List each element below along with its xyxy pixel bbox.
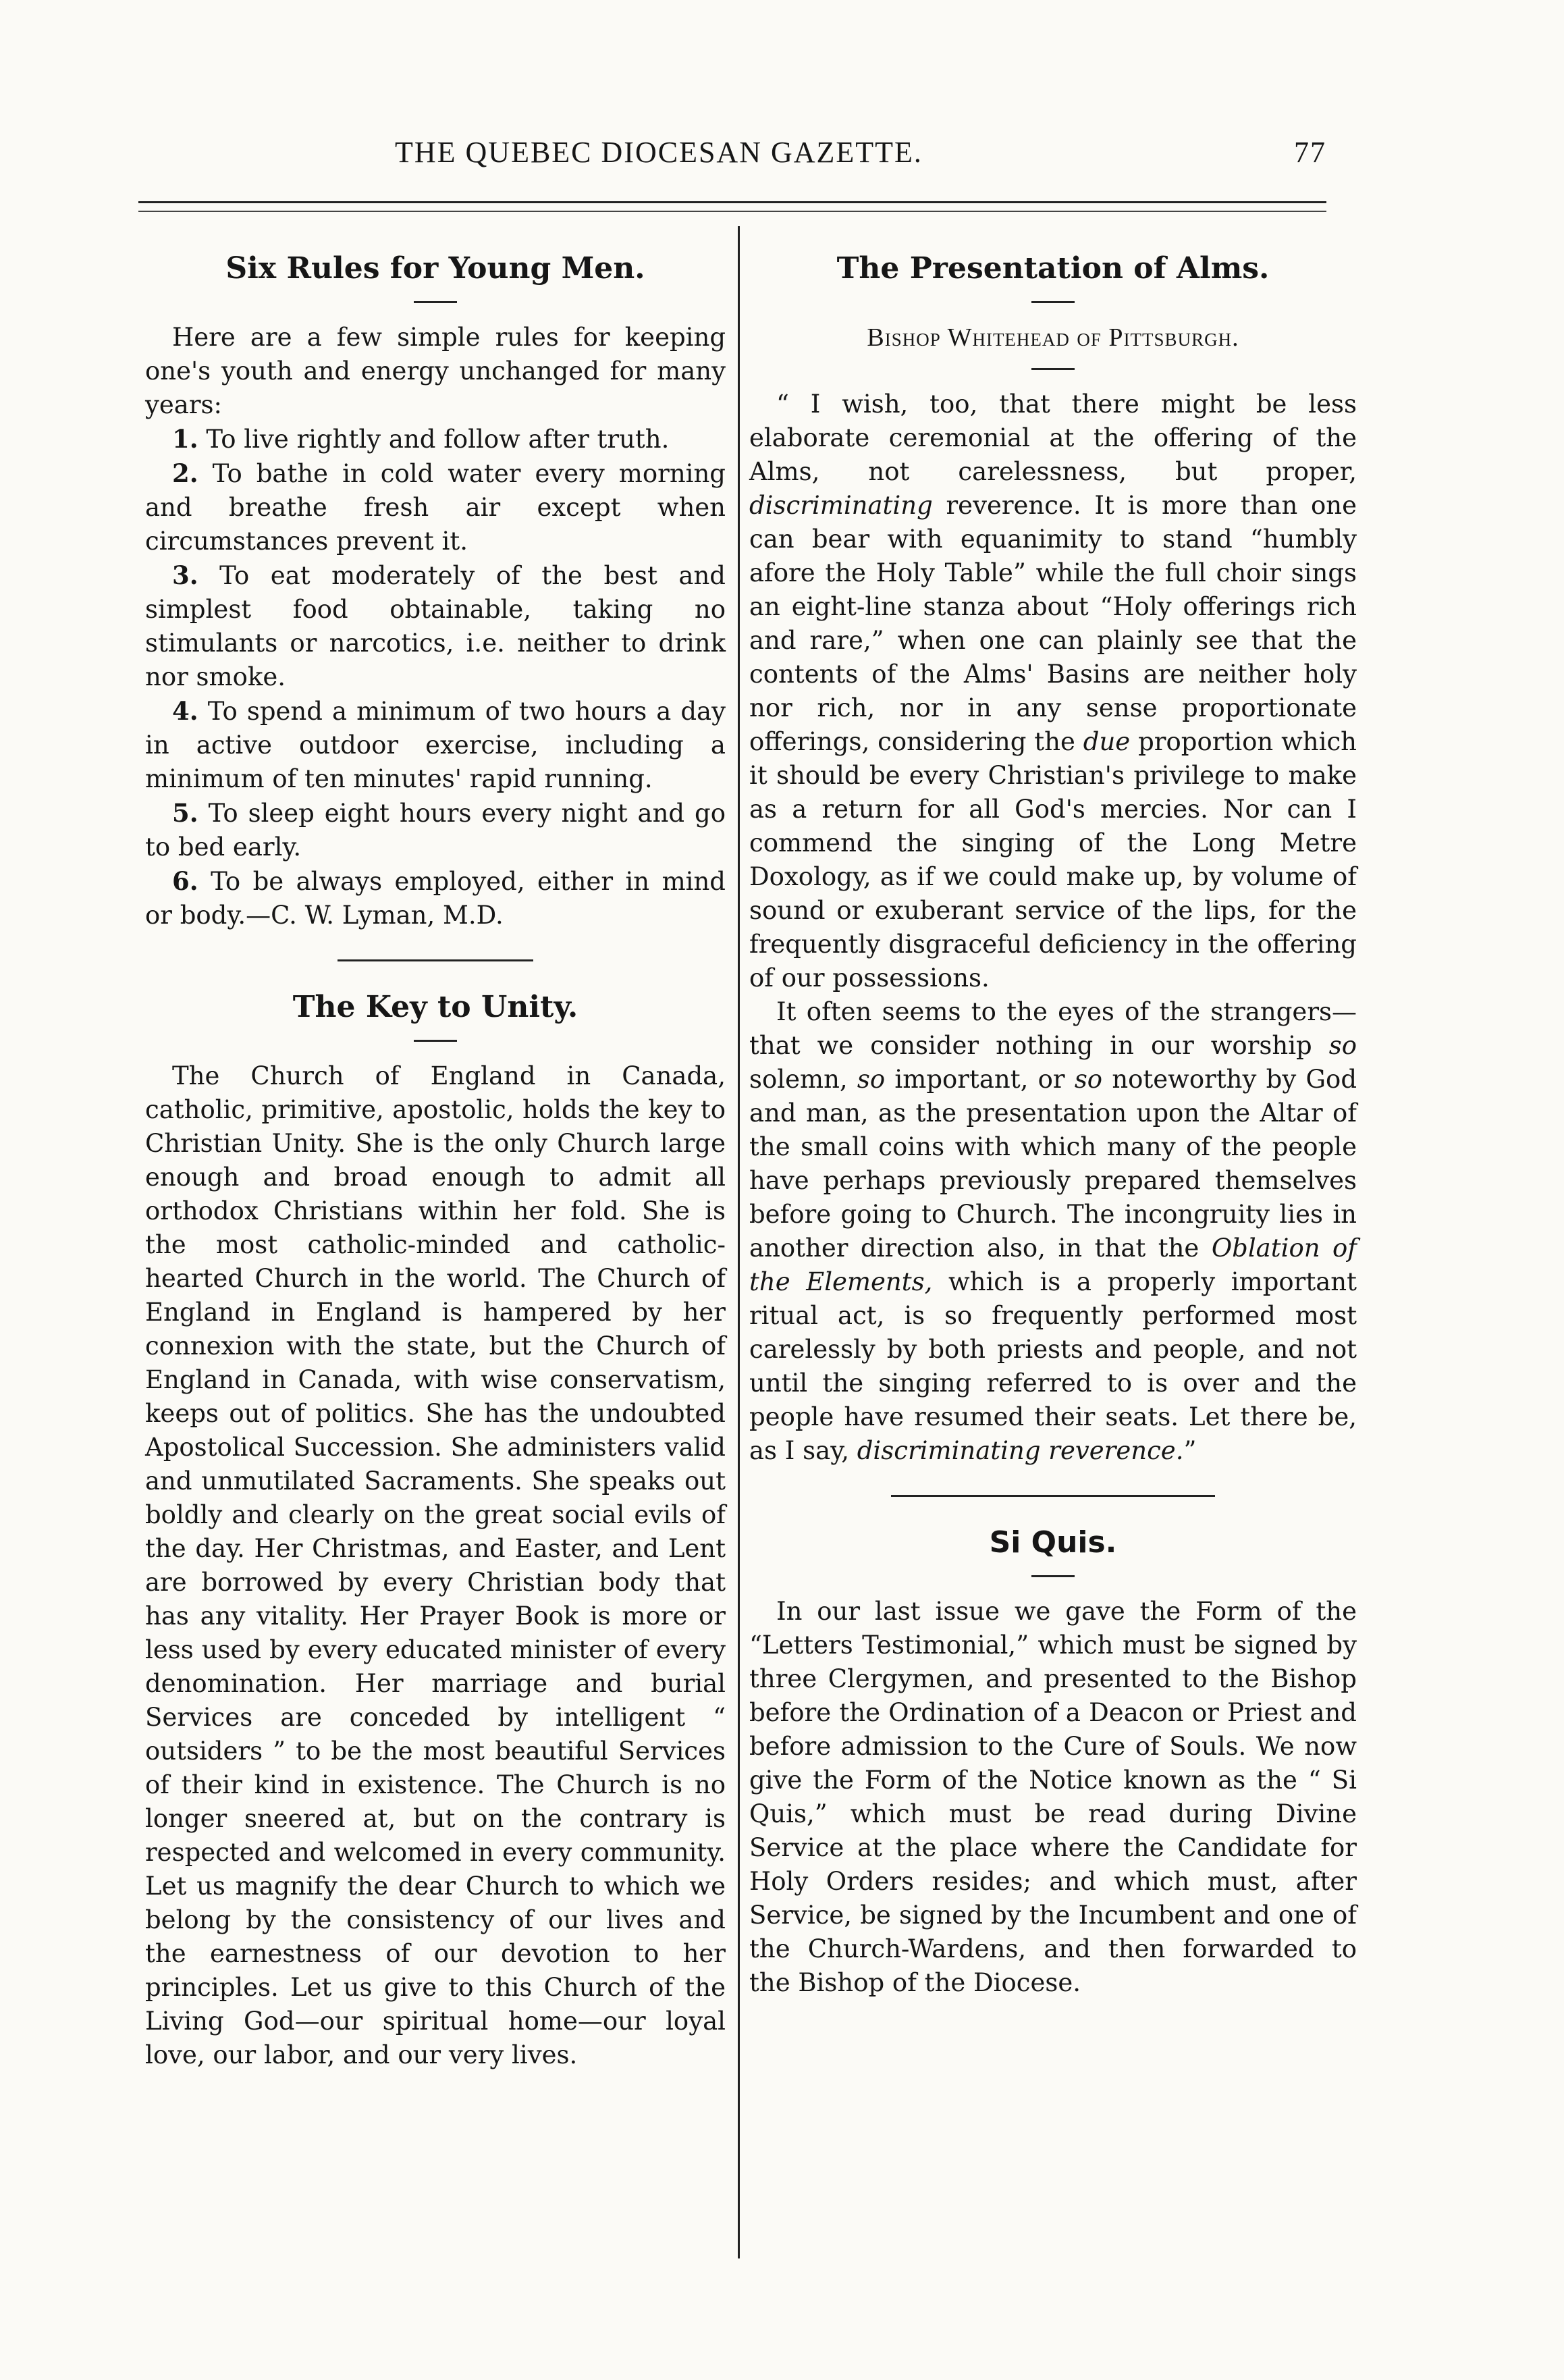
rule-item xyxy=(145,796,726,864)
text-run: ” xyxy=(1183,1436,1197,1465)
heading-dash xyxy=(1031,301,1075,303)
text-run: noteworthy by God and man, as the presentation upon the Altar of the small coins with which many of the people have perhaps previously prepared themselves before going to Church. The incongruity lies in another direction also, in that the xyxy=(749,1065,1357,1263)
heading-dash xyxy=(1031,1575,1075,1577)
emphasis: discriminating reverence. xyxy=(857,1436,1184,1465)
heading-dash xyxy=(414,301,457,303)
rule-number: 5. xyxy=(172,798,198,828)
right-column xyxy=(749,250,1357,2000)
byline-dash xyxy=(1031,368,1075,370)
emphasis: so xyxy=(1328,1031,1357,1060)
rule-text: To sleep eight hours every night and go to bed early. xyxy=(145,799,726,862)
presentation-paragraph-2 xyxy=(749,995,1357,1468)
emphasis: discriminating xyxy=(749,491,933,520)
rule-text: To eat moderately of the best and simplest food obtainable, taking no stimulants or narcotics, i.e. neither to drink nor smoke. xyxy=(145,561,726,691)
rule-number: 1. xyxy=(172,424,198,454)
rule-number: 4. xyxy=(172,696,198,726)
running-header xyxy=(138,135,1326,182)
header-rule xyxy=(138,201,1326,203)
presentation-paragraph-1 xyxy=(749,388,1357,995)
article-byline: Bishop Whitehead of Pittsburgh. xyxy=(867,323,1239,352)
presentation-heading: The Presentation of Alms. xyxy=(836,251,1270,286)
text-run: proportion which it should be every Christian's privilege to make as a return for all God's mercies. Nor can I commend the singing of the Long Metre Doxology, as if we could make up, by volume of sound or exuberant service of the lips, for the frequently disgraceful deficiency in the offering of our possessions. xyxy=(749,727,1357,993)
left-column xyxy=(145,250,726,2072)
rule-item xyxy=(145,694,726,796)
text-run: “ I wish, too, that there might be less elaborate ceremonial at the offering of the Alms, not carelessness, but proper, xyxy=(749,390,1357,486)
heading-dash xyxy=(414,1040,457,1042)
text-run: It often seems to the eyes of the strangers—that we consider nothing in our worship xyxy=(749,997,1357,1060)
emphasis: so xyxy=(857,1065,886,1094)
column-divider xyxy=(738,226,740,2258)
rule-text: To spend a minimum of two hours a day in active outdoor exercise, including a minimum of ten minutes' rapid running. xyxy=(145,697,726,793)
rule-item xyxy=(145,864,726,932)
rule-text: To be always employed, either in mind or body.—C. W. Lyman, M.D. xyxy=(145,867,726,930)
text-run: important, or xyxy=(885,1065,1075,1094)
rule-item xyxy=(145,558,726,694)
rule-text: To bathe in cold water every morning and breathe fresh air except when circumstances prevent it. xyxy=(145,459,726,556)
rule-item xyxy=(145,422,726,456)
si-quis-body: In our last issue we gave the Form of the “Letters Testimonial,” which must be signed by three Clergymen, and presented to the Bishop before the Ordination of a Deacon or Priest and before admission to the Cure of Souls. We now give the Form of the Notice known as the “ Si Quis,” which must be read during Divine Service at the place where the Candidate for Holy Orders resides; and which must, after Service, be signed by the Incumbent and one of the Church-Wardens, and then forwarded to the Bishop of the Diocese. xyxy=(749,1597,1357,1997)
rule-number: 2. xyxy=(172,458,198,488)
rule-item xyxy=(145,456,726,558)
six-rules-heading: Six Rules for Young Men. xyxy=(225,251,645,286)
section-divider xyxy=(338,959,533,961)
rule-text: To live rightly and follow after truth. xyxy=(206,425,670,454)
rule-number: 6. xyxy=(172,866,198,896)
text-run: solemn, xyxy=(749,1065,857,1094)
key-to-unity-heading: The Key to Unity. xyxy=(292,990,578,1024)
section-divider xyxy=(891,1495,1215,1497)
si-quis-heading: Si Quis. xyxy=(989,1525,1117,1560)
header-rule-secondary xyxy=(138,211,1326,212)
emphasis: due xyxy=(1083,727,1131,756)
rule-number: 3. xyxy=(172,560,198,590)
page-number: 77 xyxy=(1294,136,1326,169)
emphasis: Oblation of the Elements, xyxy=(749,1234,1357,1296)
emphasis: so xyxy=(1074,1065,1103,1094)
text-run: reverence. It is more than one can bear with equanimity to stand “humbly afore the Holy Table” while the full choir sings an eight-line stanza about “Holy offerings rich and rare,” when one can plainly see that the contents of the Alms' Basins are neither holy nor rich, nor in any sense proportionate offerings, considering the xyxy=(749,491,1357,756)
text-run: which is a properly important ritual act, is so frequently performed most carelessly by both priests and people, and not until the singing referred to is over and the people have resumed their seats. Let there be, as I say, xyxy=(749,1267,1357,1465)
six-rules-intro: Here are a few simple rules for keeping one's youth and energy unchanged for many years: xyxy=(145,323,726,419)
key-to-unity-body: The Church of England in Canada, catholic, primitive, apostolic, holds the key to Christian Unity. She is the only Church large enough and broad enough to admit all orthodox Christians within her fold. She is the most catholic-minded and catholic-hearted Church in the world. The Church of England in England is hampered by her connexion with the state, but the Church of England in Canada, with wise conservatism, keeps out of politics. She has the undoubted Apostolical Succession. She administers valid and unmutilated Sacraments. She speaks out boldly and clearly on the great social evils of the day. Her Christmas, and Easter, and Lent are borrowed by every Christian body that has any vitality. Her Prayer Book is more or less used by every educated minister of every denomination. Her marriage and burial Services are conceded by intelligent “ outsiders ” to be the most beautiful Services of their kind in existence. The Church is no longer sneered at, but on the contrary is respected and welcomed in every community. Let us magnify the dear Church to which we belong by the consistency of our lives and the earnestness of our devotion to her principles. Let us give to this Church of the Living God—our spiritual home—our loyal love, our labor, and our very lives. xyxy=(145,1061,726,2069)
publication-title: THE QUEBEC DIOCESAN GAZETTE. xyxy=(395,136,923,169)
